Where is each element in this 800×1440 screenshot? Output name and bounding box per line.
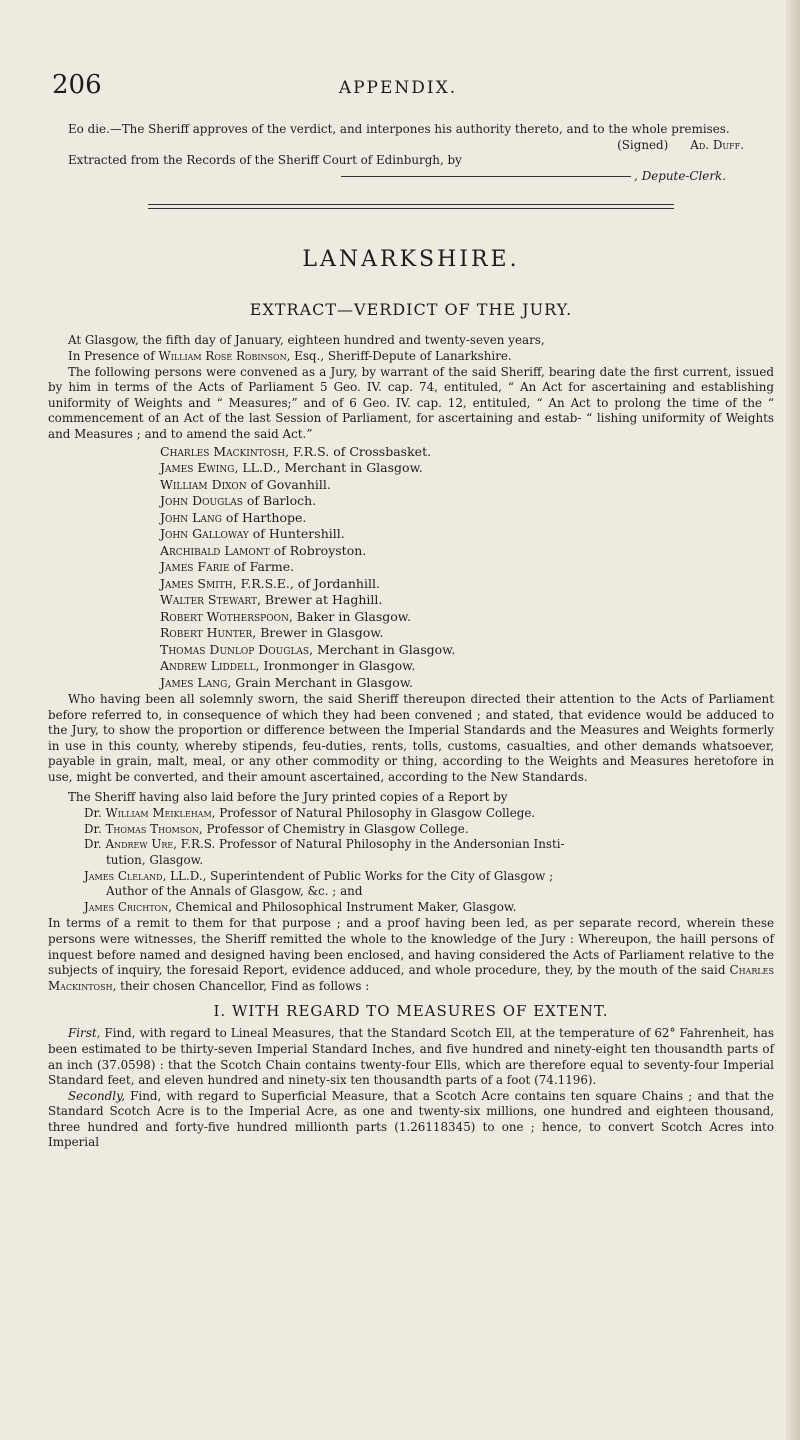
jury-member: Archibald Lamont of Robroyston.	[160, 542, 367, 558]
jury-member: James Farie of Farme.	[160, 559, 295, 575]
jury-member: James Ewing, LL.D., Merchant in Glasgow.	[160, 460, 423, 476]
date-line: At Glasgow, the fifth day of January, eighteen hundred and twenty-seven years,	[68, 333, 545, 348]
sworn-paragraph: Who having been all solemnly sworn, the said Sheriff thereupon directed their attention to the Acts of Parliament before referred to, in consequence of which they had been convened ; and stated, that evidence would be adduced to the Jury, to show the proportion or difference between the Imperial Standards and the Measures and Weights formerly in use in this county, whereby stipends, feu-duties, rents, tolls, customs, casualties, and other demands whatsoever, payable in grain, malt, meal, or any other commodity or thing, according to the Weights and Measures heretofore in use, might be converted, and their amount ascertained, according to the New Standards.	[48, 692, 774, 784]
presence-suffix: , Esq., Sheriff-Depute of Lanarkshire.	[286, 348, 512, 363]
signed-label: (Signed)	[617, 137, 669, 152]
jury-member: Andrew Liddell, Ironmonger in Glasgow.	[160, 658, 416, 674]
blank-line	[341, 176, 631, 177]
jury-member: John Galloway of Huntershill.	[160, 526, 345, 542]
jury-member: Walter Stewart, Brewer at Haghill.	[160, 592, 383, 608]
running-header	[48, 70, 774, 100]
convened-paragraph: The following persons were convened as a Jury, by warrant of the said Sheriff, bearing date the first current, issued by him in terms of the Acts of Parliament 5 Geo. IV. cap. 74, entituled, “ An Act for ascertaining and establishing uniformity of Weights and “ Measures;” and of 6 Geo. IV. cap. 12, entituled, “ An Act to prolong the time of the “ commencement of an Act of the last Session of Parliament, for ascertaining and estab- “ lishing uniformity of Weights and Measures ; and to amend the said Act.”	[48, 364, 774, 441]
presence-prefix: In Presence of	[68, 348, 159, 363]
county-title: LANARKSHIRE.	[302, 247, 520, 273]
jury-member: John Douglas of Barloch.	[160, 493, 317, 509]
reporters-list	[84, 806, 774, 915]
reporter: Dr. William Meikleham, Professor of Natural Philosophy in Glasgow College.	[84, 806, 536, 821]
jury-list	[160, 444, 774, 692]
jury-member: Robert Wotherspoon, Baker in Glasgow.	[160, 608, 411, 624]
reporter: James Cleland, LL.D., Superintendent of Public Works for the City of Glasgow ;	[84, 868, 554, 883]
page-edge	[786, 0, 800, 1440]
jury-member: Charles Mackintosh, F.R.S. of Crossbasket.	[160, 443, 432, 459]
presence-line	[48, 349, 774, 365]
reporter-continuation: tution, Glasgow.	[106, 852, 204, 867]
reporter-continuation: Author of the Annals of Glasgow, &c. ; and	[106, 884, 363, 899]
jury-member: James Lang, Grain Merchant in Glasgow.	[160, 674, 414, 690]
section-heading: I. WITH REGARD TO MEASURES OF EXTENT.	[213, 1002, 609, 1021]
eo-die-paragraph: Eo die.—The Sheriff approves of the verdict, and interpones his authority thereto, and to the whole premises.	[68, 122, 730, 136]
deputy-clerk-line	[48, 169, 726, 185]
running-title: APPENDIX.	[338, 78, 458, 98]
reporter: Dr. Andrew Ure, F.R.S. Professor of Natural Philosophy in the Andersonian Insti-	[84, 837, 565, 852]
report-intro: The Sheriff having also laid before the Jury printed copies of a Report by	[68, 789, 508, 804]
sheriff-name: William Rose Robinson	[158, 348, 287, 363]
jury-member: William Dixon of Govanhill.	[160, 476, 331, 492]
reporter: Dr. Thomas Thomson, Professor of Chemistry in Glasgow College.	[84, 821, 469, 836]
reporter: James Crichton, Chemical and Philosophical Instrument Maker, Glasgow.	[84, 899, 517, 914]
jury-member: John Lang of Harthope.	[160, 509, 307, 525]
page-number: 206	[52, 70, 102, 100]
jury-member: Thomas Dunlop Douglas, Merchant in Glasgow.	[160, 641, 456, 657]
jury-member: Robert Hunter, Brewer in Glasgow.	[160, 625, 384, 641]
section-subtitle: EXTRACT—VERDICT OF THE JURY.	[249, 300, 573, 320]
deputy-clerk-text: , Depute-Clerk.	[634, 168, 726, 183]
signed-name: Ad. Duff.	[690, 137, 744, 152]
jury-member: James Smith, F.R.S.E., of Jordanhill.	[160, 575, 380, 591]
first-finding: First, Find, with regard to Lineal Measures, that the Standard Scotch Ell, at the temperature of 62° Fahrenheit, has been estimated to be thirty-seven Imperial Standard Inches, and five hundred and ninety-eight ten thousandth parts of an inch (37.0598) : that the Scotch Chain contains twenty-four Ells, which are therefore equal to seventy-four Imperial Standard feet, and eleven hundred and ninety-six ten thousandth parts of a foot (74.1196).	[48, 1026, 774, 1088]
remit-paragraph: In terms of a remit to them for that purpose ; and a proof having been led, as per separate record, wherein these persons were witnesses, the Sheriff remitted the whole to the knowledge of the Jury : Whereupon, the haill persons of inquest before named and designed having been enclosed, and having considered the Acts of Parliament relative to the subjects of inquiry, the foresaid Report, evidence adduced, and whole procedure, they, by the mouth of the said Charles Mackintosh, their chosen Chancellor, Find as follows :	[48, 916, 774, 993]
second-finding: Secondly, Find, with regard to Superficial Measure, that a Scotch Acre contains ten square Chains ; and that the Standard Scotch Acre is to the Imperial Acre, as one and twenty-six millions, one hundred and eighteen thousand, three hundred and forty-five hundred millionth parts (1.26118345) to one ; hence, to convert Scotch Acres into Imperial	[48, 1088, 774, 1150]
extracted-line: Extracted from the Records of the Sheriff Court of Edinburgh, by	[68, 153, 462, 168]
signature-line	[48, 138, 744, 154]
double-rule-divider	[148, 204, 674, 209]
